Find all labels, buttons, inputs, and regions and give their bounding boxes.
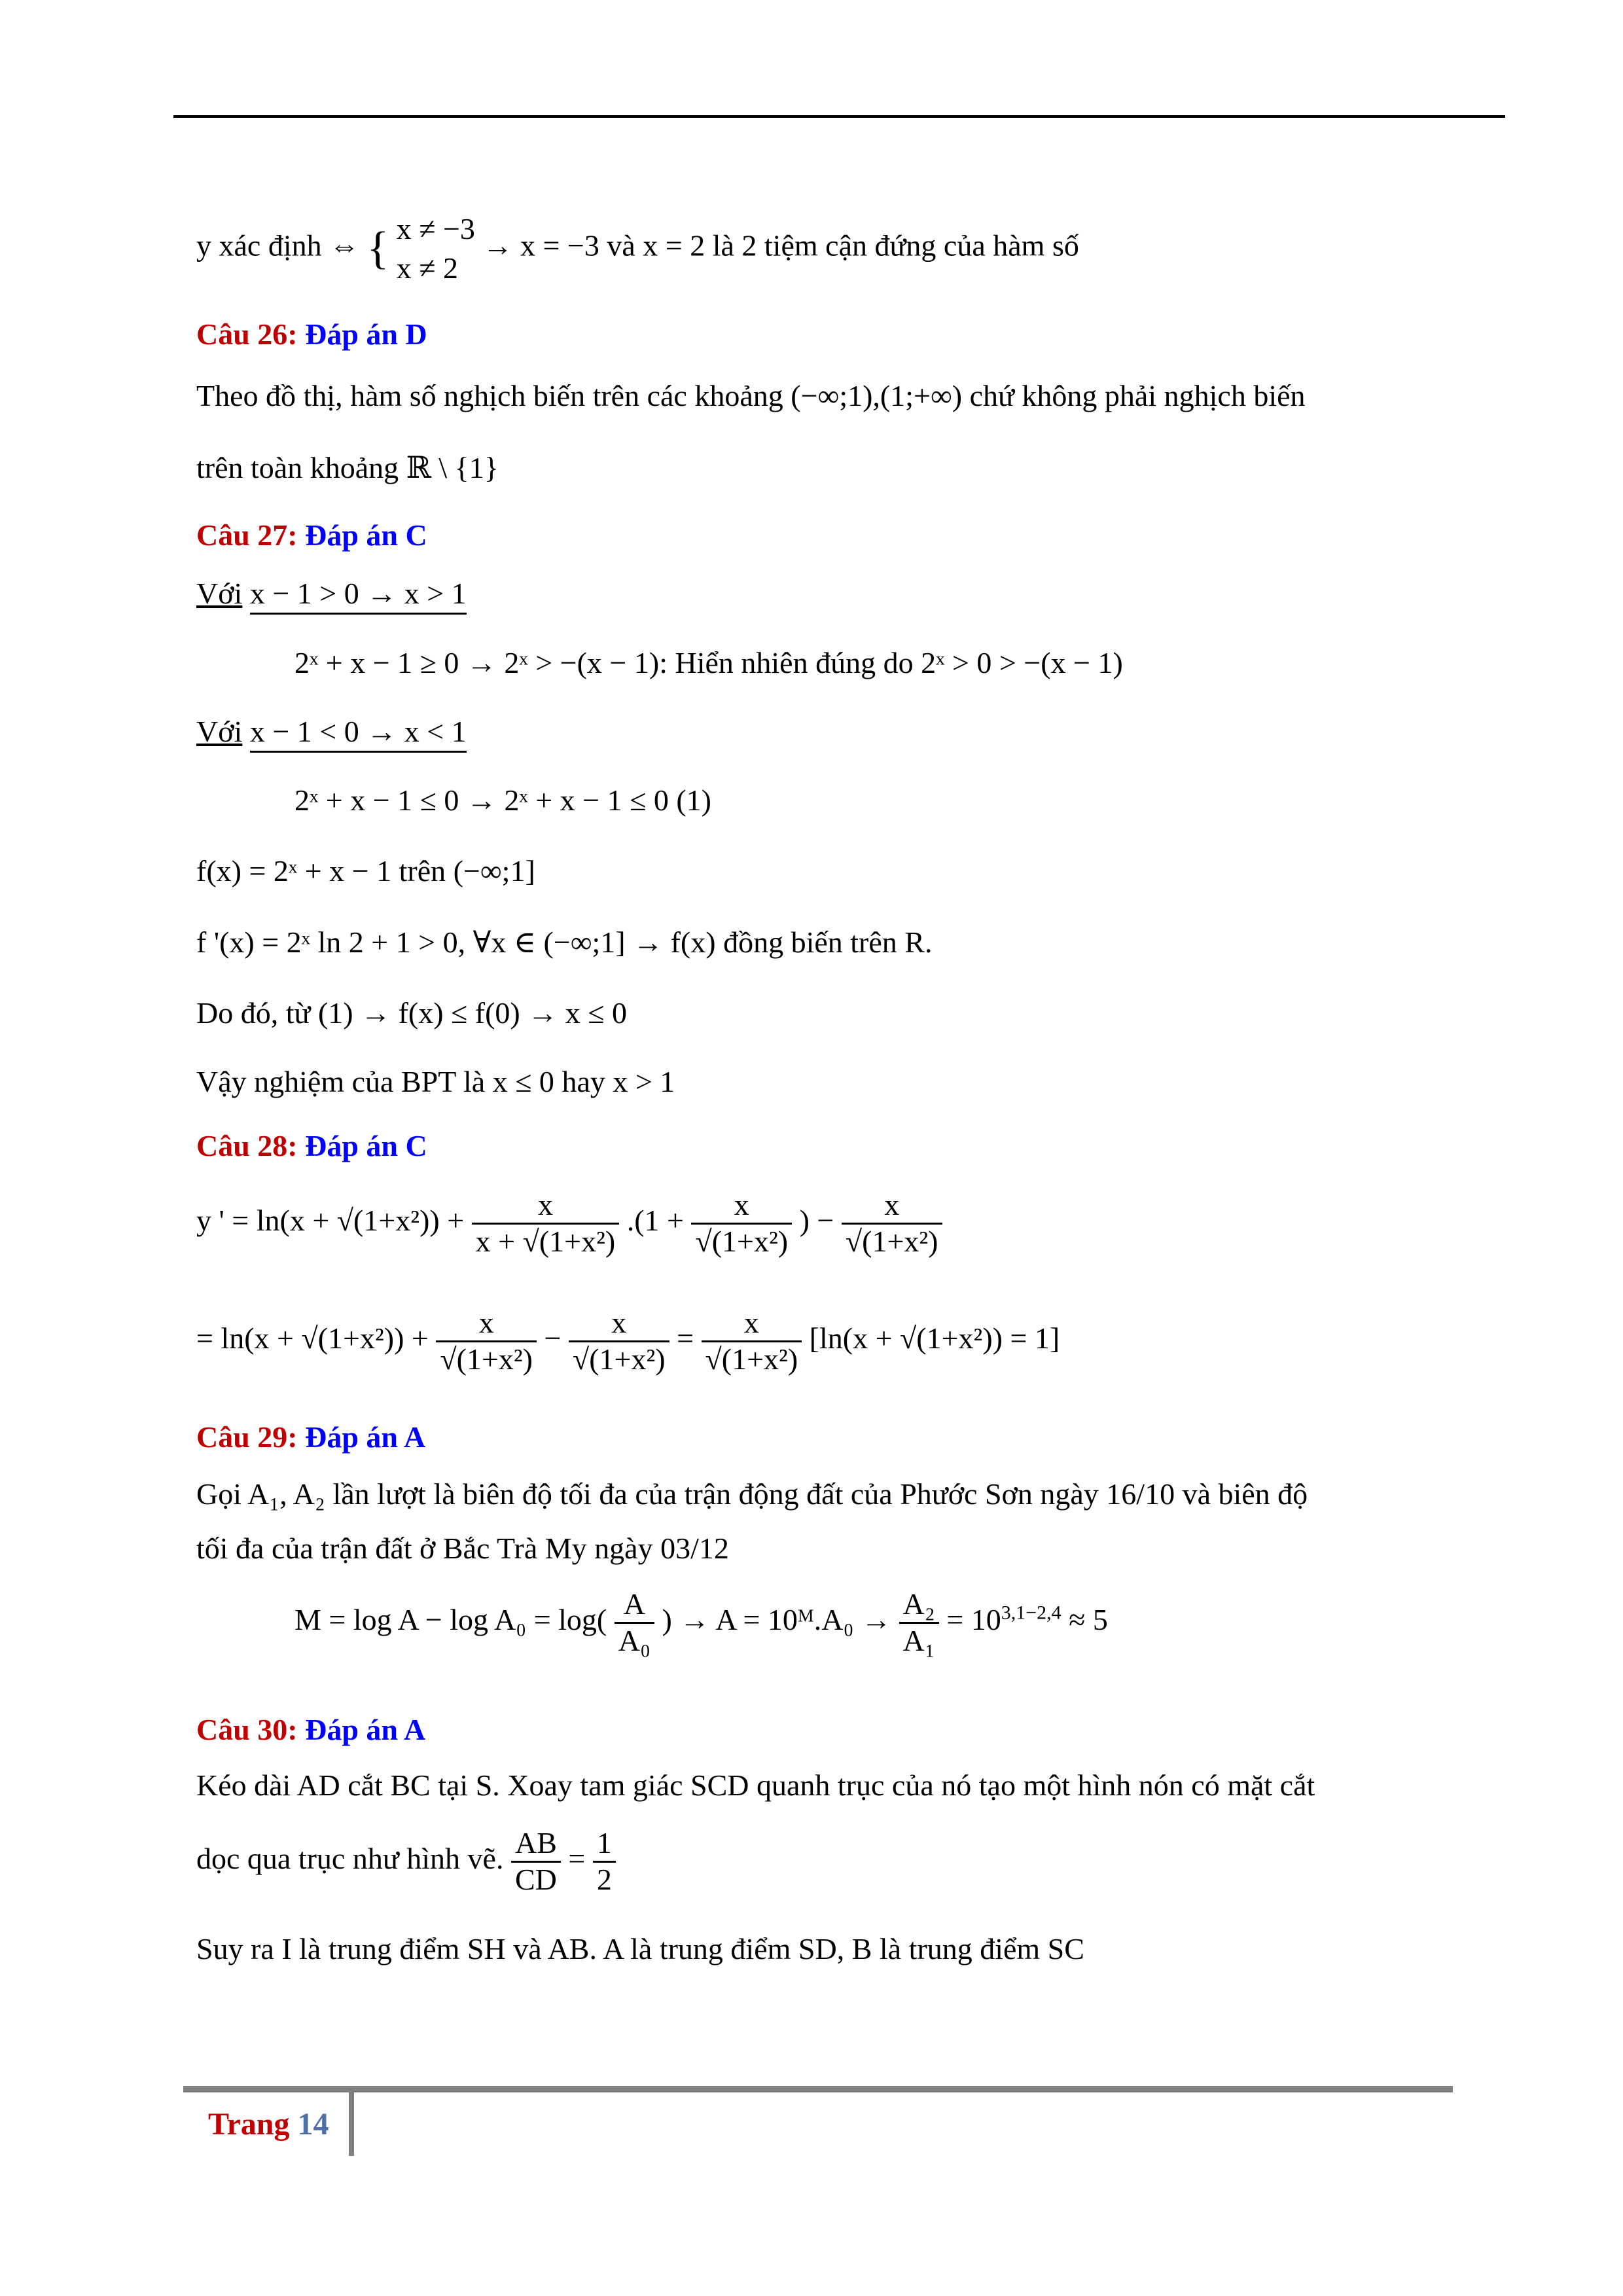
q29-exponent: 3,1−2,4: [1001, 1602, 1061, 1624]
q28-l1-frac3: [842, 1188, 942, 1259]
q28-l2-a: = ln(x + √(1+x²)) +: [196, 1321, 429, 1355]
asymptote-2: x = 2: [643, 228, 705, 262]
frac-den: √(1+x²): [695, 1224, 789, 1258]
frac-num: A₂: [899, 1587, 939, 1624]
q27-case1-step: [294, 648, 1123, 678]
case1-step-math: 2ˣ + x − 1 ≥ 0 → 2ˣ > −(x − 1): [294, 646, 660, 679]
q30-line3: Suy ra I là trung điểm SH và AB. A là trung điểm SD, B là trung điểm SC: [196, 1932, 1084, 1965]
f-derivative: f '(x) = 2ˣ ln 2 + 1 > 0, ∀x ∈ (−∞;1] → f(x): [196, 925, 716, 959]
q28-l2-frac2: [569, 1306, 669, 1377]
q28-l2-frac3: [702, 1306, 802, 1377]
intro-line: [196, 209, 1079, 288]
q28-l2-b: −: [544, 1321, 562, 1355]
frac-den: CD: [514, 1862, 557, 1896]
footer-label: Trang: [208, 2107, 290, 2142]
q27-case2-step: [294, 785, 711, 816]
conclusion-or: hay: [562, 1065, 605, 1098]
page-footer: [208, 2106, 329, 2142]
q28-l1-b: .(1 +: [626, 1203, 684, 1237]
q28-l1-a: y ' = ln(x + √(1+x²)) +: [196, 1203, 465, 1237]
q26-line2: [196, 453, 499, 483]
q27-fdef: [196, 856, 535, 886]
frac-num: x: [569, 1306, 669, 1342]
q28-answer: Đáp án C: [305, 1129, 427, 1162]
footer-divider: [349, 2088, 354, 2156]
q28-l2-c: =: [677, 1321, 694, 1355]
q29-line1: Gọi A₁, A₂ lần lượt là biên độ tối đa của trận động đất của Phước Sơn ngày 16/10 và biên độ: [196, 1477, 1308, 1511]
q27-fderiv: [196, 927, 932, 958]
q27-case2: [196, 717, 467, 747]
q29-line2: tối đa của trận đất ở Bắc Trà My ngày 03/12: [196, 1532, 729, 1565]
frac-num: AB: [511, 1826, 561, 1863]
f-definition: f(x) = 2ˣ + x − 1: [196, 854, 392, 888]
conclusion-text: Vậy nghiệm của BPT là: [196, 1065, 486, 1098]
iff-symbol: ⇔: [329, 228, 360, 262]
q26-intervals: (−∞;1),(1;+∞): [791, 379, 963, 412]
conj: và: [607, 228, 635, 262]
q26-answer: Đáp án D: [305, 317, 427, 351]
q28-line2: [196, 1306, 1060, 1377]
footer-rule: [183, 2086, 1453, 2092]
q27-conclusion: [196, 1067, 675, 1097]
frac-num: x: [436, 1306, 537, 1342]
frac-den: A₀: [618, 1623, 651, 1657]
q28-l2-frac1: [436, 1306, 537, 1377]
page-number: 14: [297, 2107, 329, 2142]
q27-label: Câu 27:: [196, 518, 298, 552]
intro-post: là 2 tiệm cận đứng của hàm số: [712, 228, 1079, 262]
q28-l2-d: [ln(x + √(1+x²)) = 1]: [809, 1321, 1060, 1355]
q27-answer: Đáp án C: [305, 518, 427, 552]
frac-num: 1: [593, 1826, 616, 1863]
case2-step-math: 2ˣ + x − 1 ≤ 0 → 2ˣ + x − 1 ≤ 0 (1): [294, 783, 711, 817]
q26-label: Câu 26:: [196, 317, 298, 351]
q29-label: Câu 29:: [196, 1420, 298, 1454]
q28-l1-frac2: [691, 1188, 792, 1259]
q26-tail: chứ không phải nghịch biến: [969, 379, 1306, 412]
q30-line2: [196, 1826, 616, 1897]
arrow-symbol: →: [482, 228, 513, 262]
f-deriv-text: đồng biến trên R.: [723, 925, 933, 959]
f-def-text: trên: [399, 854, 446, 888]
f-def-interval: (−∞;1]: [453, 854, 535, 888]
case2-condition: x − 1 < 0 → x < 1: [250, 715, 467, 753]
case1-label: Với: [196, 577, 243, 610]
frac-den: x + √(1+x²): [475, 1224, 616, 1258]
q30-eq: =: [568, 1841, 586, 1875]
q26-text: Theo đồ thị, hàm số nghịch biến trên các khoảng: [196, 379, 783, 412]
frac-den: √(1+x²): [440, 1342, 533, 1376]
case1-step-text: : Hiển nhiên đúng do: [659, 646, 914, 679]
frac-den: A₁: [902, 1623, 935, 1657]
frac-num: x: [691, 1188, 792, 1225]
frac-den: 2: [596, 1862, 612, 1896]
asymptote-1: x = −3: [520, 228, 599, 262]
q26-domain: ℝ \ {1}: [406, 451, 499, 484]
condition-2: x ≠ 2: [396, 251, 458, 285]
q30-answer: Đáp án A: [305, 1713, 426, 1746]
q30-label: Câu 30:: [196, 1713, 298, 1746]
frac-num: A: [615, 1587, 654, 1624]
q30-frac1: [511, 1826, 561, 1897]
frac-num: x: [842, 1188, 942, 1225]
intro-pre: y xác định: [196, 228, 322, 262]
q27-heading: [196, 520, 427, 550]
so-math: (1) → f(x) ≤ f(0) → x ≤ 0: [317, 996, 627, 1030]
q29-formula: [294, 1587, 1108, 1659]
q29-heading: [196, 1422, 425, 1452]
q30-line2-text: dọc qua trục như hình vẽ.: [196, 1841, 504, 1875]
condition-system: [397, 209, 475, 288]
q29-f-c: = 10: [946, 1602, 1001, 1636]
q27-so: [196, 998, 627, 1028]
q29-answer: Đáp án A: [305, 1420, 426, 1454]
q28-label: Câu 28:: [196, 1129, 298, 1162]
q29-frac2: [899, 1587, 939, 1659]
header-rule: [173, 115, 1505, 118]
q30-line1: Kéo dài AD cắt BC tại S. Xoay tam giác SCD quanh trục của nó tạo một hình nón có mặt cắt: [196, 1768, 1315, 1802]
case1-condition: x − 1 > 0 → x > 1: [250, 574, 467, 615]
q27-case1: [196, 579, 467, 609]
frac-num: x: [702, 1306, 802, 1342]
conclusion-math2: x > 1: [613, 1065, 675, 1098]
frac-num: x: [472, 1188, 620, 1225]
frac-den: √(1+x²): [705, 1342, 798, 1376]
q30-frac2: [593, 1826, 616, 1897]
so-text: Do đó, từ: [196, 996, 311, 1030]
left-brace: {: [366, 223, 389, 274]
case1-step-math2: 2ˣ > 0 > −(x − 1): [921, 646, 1123, 679]
q28-line1: [196, 1188, 942, 1259]
frac-den: √(1+x²): [572, 1342, 666, 1376]
q29-f-d: ≈ 5: [1069, 1602, 1108, 1636]
q26-line1: [196, 381, 1306, 411]
q30-heading: [196, 1715, 425, 1745]
condition-1: x ≠ −3: [396, 212, 475, 245]
case2-label: Với: [196, 715, 243, 748]
q28-l1-c: ) −: [799, 1203, 834, 1237]
frac-den: √(1+x²): [845, 1224, 938, 1258]
q28-heading: [196, 1131, 427, 1161]
q29-f-b: ) → A = 10ᴹ.A₀ →: [662, 1602, 892, 1636]
q26-heading: [196, 319, 427, 350]
q26-text2: trên toàn khoảng: [196, 451, 399, 484]
conclusion-math1: x ≤ 0: [492, 1065, 554, 1098]
q28-l1-frac1: [472, 1188, 620, 1259]
q29-frac1: [615, 1587, 654, 1659]
q29-f-a: M = log A − log A₀ = log(: [294, 1602, 607, 1636]
